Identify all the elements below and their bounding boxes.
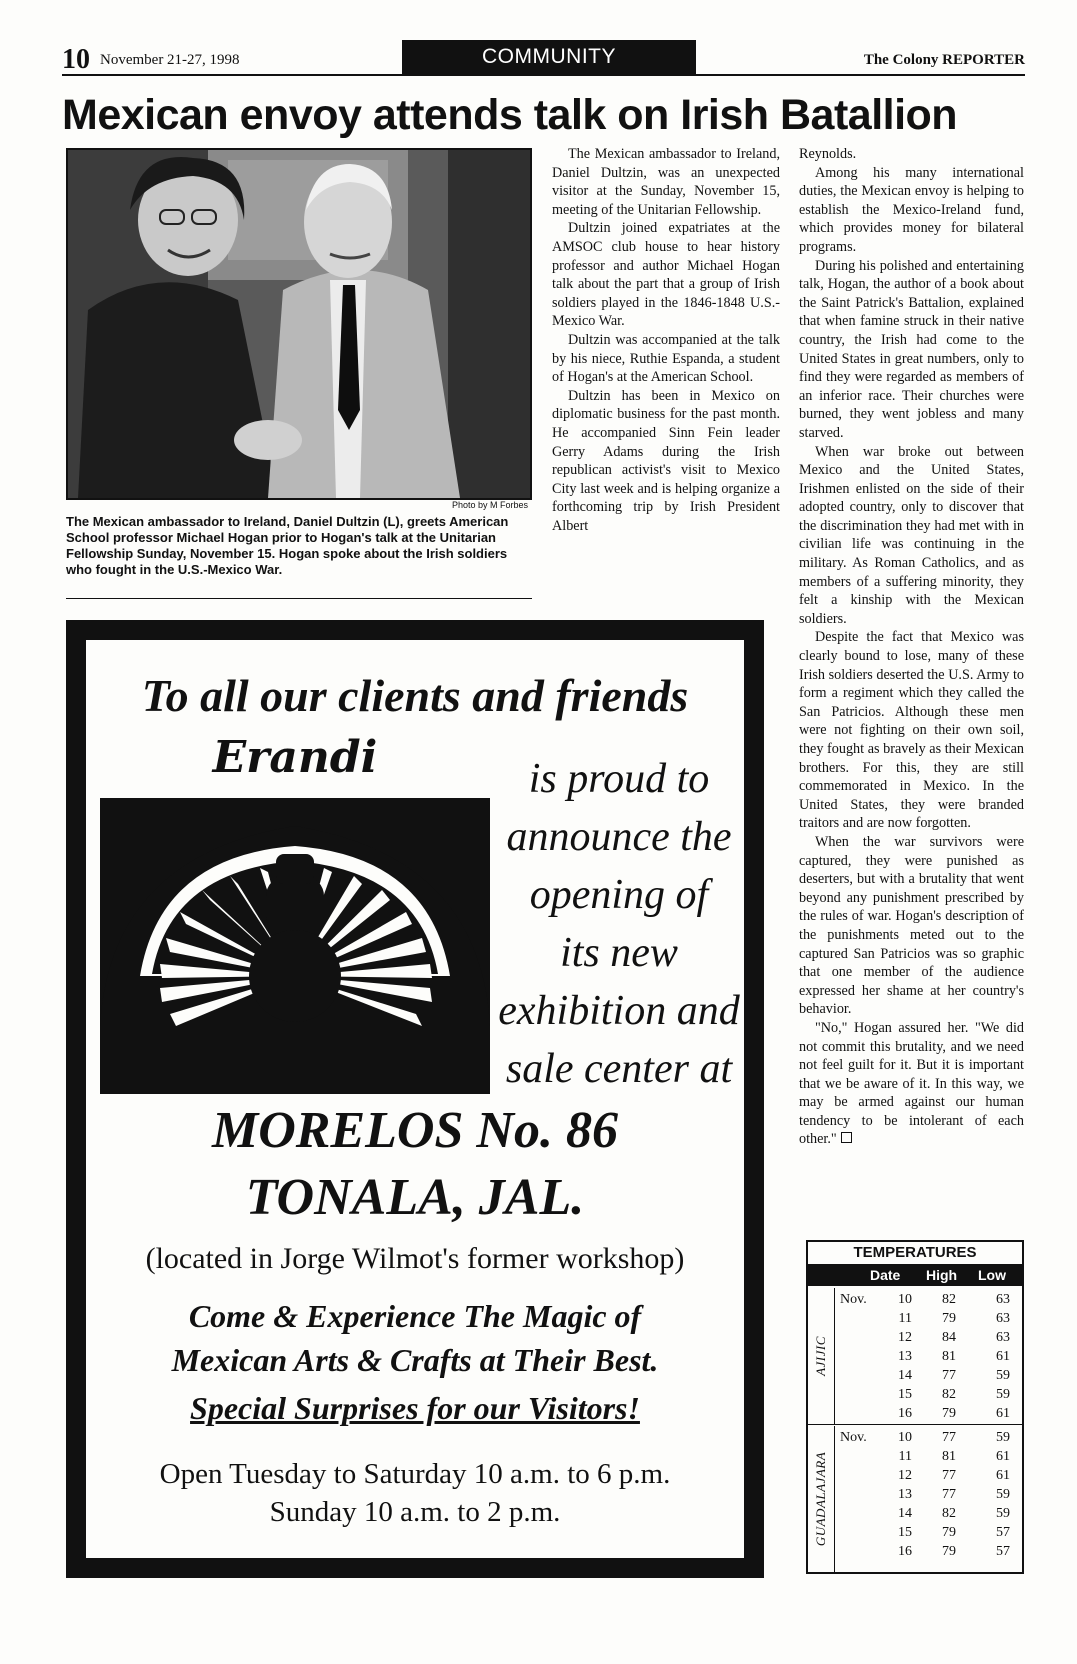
row-low: 59: [996, 1430, 1010, 1445]
row-low: 63: [996, 1292, 1010, 1307]
table-row: [834, 1428, 1022, 1447]
row-low: 59: [996, 1387, 1010, 1402]
article-paragraph: Dultzin has been in Mexico on diplomatic business for the past month. He accompanied Sinn Fein leader Gerry Adams during the Irish republican activist's visit to Mexico City last week and is helping organize a forthcoming trip by Irish President Albert: [552, 387, 780, 534]
section-banner: COMMUNITY: [402, 40, 696, 74]
row-high: 81: [942, 1349, 956, 1364]
ad-tagline: Mexican Arts & Crafts at Their Best.: [171, 1342, 659, 1378]
temperatures-table: [806, 1240, 1024, 1574]
row-high: 79: [942, 1544, 956, 1559]
ad-special-offer: Special Surprises for our Visitors!: [190, 1390, 640, 1426]
brand-name: Erandi: [212, 732, 378, 783]
temperatures-title: TEMPERATURES: [822, 1242, 1008, 1265]
table-row: [834, 1523, 1022, 1542]
table-row: [834, 1328, 1022, 1347]
photo-caption: The Mexican ambassador to Ireland, Daniel Dultzin (L), greets American School professor Michael Hogan prior to Hogan's talk at the Unitarian Fellowship Sunday, November 15. Hogan spoke about the Irish soldiers who fought in the U.S.-Mexico War.: [66, 514, 509, 577]
article-paragraph: During his polished and entertaining talk, Hogan, the author of a book about the Saint Patrick's Battalion, explained that when famine struck in their native country, the Irish had come to the United States in great numbers, only to find they were regarded as members of an inferior race. Their churches were burned, they went jobless and many starved.: [799, 257, 1024, 441]
row-high: 79: [942, 1406, 956, 1421]
newspaper-name: The Colony REPORTER: [863, 52, 1025, 68]
row-high: 82: [942, 1387, 956, 1402]
table-row: [834, 1309, 1022, 1328]
row-high: 82: [942, 1506, 956, 1521]
ad-hours-sunday: Sunday 10 a.m. to 2 p.m.: [269, 1496, 561, 1528]
row-date: 13: [898, 1349, 912, 1364]
row-low: 57: [996, 1544, 1010, 1559]
row-low: 57: [996, 1525, 1010, 1540]
table-row: [834, 1347, 1022, 1366]
erandi-advertisement: [66, 620, 764, 1578]
row-high: 77: [942, 1468, 956, 1483]
ad-tagline: Come & Experience The Magic of: [188, 1298, 642, 1334]
city-label-cell: [808, 1288, 835, 1424]
row-date: 11: [898, 1449, 912, 1464]
photo-illustration: [68, 150, 530, 498]
row-date: 13: [898, 1487, 912, 1502]
row-high: 79: [942, 1525, 956, 1540]
caption-divider: [66, 598, 532, 599]
article-paragraph: Reynolds.: [799, 146, 857, 162]
row-low: 61: [996, 1449, 1010, 1464]
article-paragraph: When the war survivors were captured, they were punished as deserters, but with a brutality that went beyond any punishment prescribed by the rules of war. Hogan's description of the punishments meted out to the captured San Patricios was so graphic that one member of the audience expressed her shame at her country's behavior.: [799, 833, 1024, 1018]
row-low: 61: [996, 1406, 1010, 1421]
city-label: AJIJIC: [813, 1336, 828, 1376]
article-paragraph: When war broke out between Mexico and the United States, Irishmen enlisted on the side of their adopted country, only to discover that the discrimination they had met with in civilian life was continuing in the military. As Roman Catholics, and as members of a suffering minority, they felt a kinship with the Mexican soldiers.: [799, 443, 1024, 627]
row-date: 15: [898, 1387, 912, 1402]
header-low: Low: [978, 1267, 1006, 1283]
table-row: [834, 1290, 1022, 1309]
temperatures-group-ajijic: [808, 1288, 1022, 1425]
row-month: Nov.: [840, 1292, 867, 1307]
announcement-line: sale center at: [505, 1046, 733, 1092]
city-label: GUADALAJARA: [813, 1451, 828, 1547]
row-high: 84: [942, 1330, 956, 1345]
row-date: 12: [898, 1330, 912, 1345]
row-low: 61: [996, 1349, 1010, 1364]
row-high: 82: [942, 1292, 956, 1307]
header-high: High: [926, 1267, 958, 1283]
row-low: 63: [996, 1311, 1010, 1326]
ad-announcement: [494, 750, 744, 1098]
article-photo: [66, 148, 532, 500]
page-number: 10: [62, 44, 90, 75]
row-month: Nov.: [840, 1430, 867, 1445]
row-low: 59: [996, 1368, 1010, 1383]
row-high: 81: [942, 1449, 956, 1464]
article-column-1: [552, 145, 780, 597]
row-date: 12: [898, 1468, 912, 1483]
article-column-2: [799, 145, 1024, 1232]
row-date: 14: [898, 1368, 912, 1383]
row-date: 10: [898, 1292, 912, 1307]
article-paragraph: Among his many international duties, the Mexican envoy is helping to establish the Mexico-Ireland fund, which provides money for bilateral programs.: [799, 164, 1024, 255]
row-low: 59: [996, 1506, 1010, 1521]
table-row: [834, 1385, 1022, 1404]
temperatures-group-guadalajara: [808, 1426, 1022, 1572]
table-row: [834, 1504, 1022, 1523]
row-date: 14: [898, 1506, 912, 1521]
ad-address-city: TONALA, JAL.: [245, 1169, 585, 1226]
article-paragraph: The Mexican ambassador to Ireland, Daniel Dultzin, was an unexpected visitor at the Sunday, November 15, meeting of the Unitarian Fellowship.: [552, 146, 780, 218]
announcement-line: announce the: [506, 814, 732, 860]
ad-hours-weekday: Open Tuesday to Saturday 10 a.m. to 6 p.m.: [159, 1458, 671, 1490]
article-paragraph: Despite the fact that Mexico was clearly bound to lose, many of these Irish soldiers deserted the U.S. Army to form a regiment which they called the San Patricios. Although these men were not fighting on their own soil, they fought as bravely as their Mexican brothers. For this, they are still commemorated in Mexico. In the United States, they were branded traitors and are now forgotten.: [799, 629, 1024, 832]
temperatures-header: [808, 1264, 1022, 1286]
row-high: 79: [942, 1311, 956, 1326]
ad-location-note: (located in Jorge Wilmot's former workshop): [145, 1242, 685, 1275]
row-date: 10: [898, 1430, 912, 1445]
table-row: [834, 1542, 1022, 1561]
row-high: 77: [942, 1430, 956, 1445]
announcement-line: exhibition and: [498, 988, 740, 1034]
row-high: 77: [942, 1368, 956, 1383]
city-label-cell: [808, 1426, 835, 1572]
row-high: 77: [942, 1487, 956, 1502]
table-row: [834, 1404, 1022, 1423]
photo-credit: Photo by M Forbes: [451, 500, 528, 510]
row-low: 61: [996, 1468, 1010, 1483]
erandi-logo: [100, 726, 490, 1094]
row-date: 11: [898, 1311, 912, 1326]
row-date: 16: [898, 1544, 912, 1559]
article-paragraph: Dultzin was accompanied at the talk by his niece, Ruthie Espanda, a student of Hogan's at the American School.: [552, 331, 780, 386]
ad-address-street: MORELOS No. 86: [212, 1102, 618, 1159]
table-row: [834, 1485, 1022, 1504]
announcement-line: opening of: [529, 872, 709, 918]
table-row: [834, 1366, 1022, 1385]
ad-greeting: To all our clients and friends: [141, 670, 689, 721]
announcement-line: is proud to: [528, 756, 710, 802]
article-headline: Mexican envoy attends talk on Irish Batallion: [62, 91, 958, 139]
announcement-line: its new: [560, 930, 678, 976]
row-date: 16: [898, 1406, 912, 1421]
header-date: Date: [870, 1267, 901, 1283]
end-of-story-icon: [841, 1132, 852, 1143]
row-low: 63: [996, 1330, 1010, 1345]
table-row: [834, 1466, 1022, 1485]
row-low: 59: [996, 1487, 1010, 1502]
table-row: [834, 1447, 1022, 1466]
article-paragraph: Dultzin joined expatriates at the AMSOC club house to hear history professor and author Michael Hogan talk about the part that a group of Irish soldiers played in the 1846-1848 U.S.-Mexico War.: [552, 220, 780, 330]
article-paragraph-text: "No," Hogan assured her. "We did not commit this brutality, and we need not feel guilt for it. But it is important that we be aware of it. In this way, we may be armed against our human tendency to be intolerant of each other.": [799, 1019, 1024, 1148]
row-date: 15: [898, 1525, 912, 1540]
article-paragraph-final: [799, 1019, 1024, 1149]
issue-date: November 21-27, 1998: [100, 52, 240, 68]
page-folio: [62, 44, 1025, 76]
